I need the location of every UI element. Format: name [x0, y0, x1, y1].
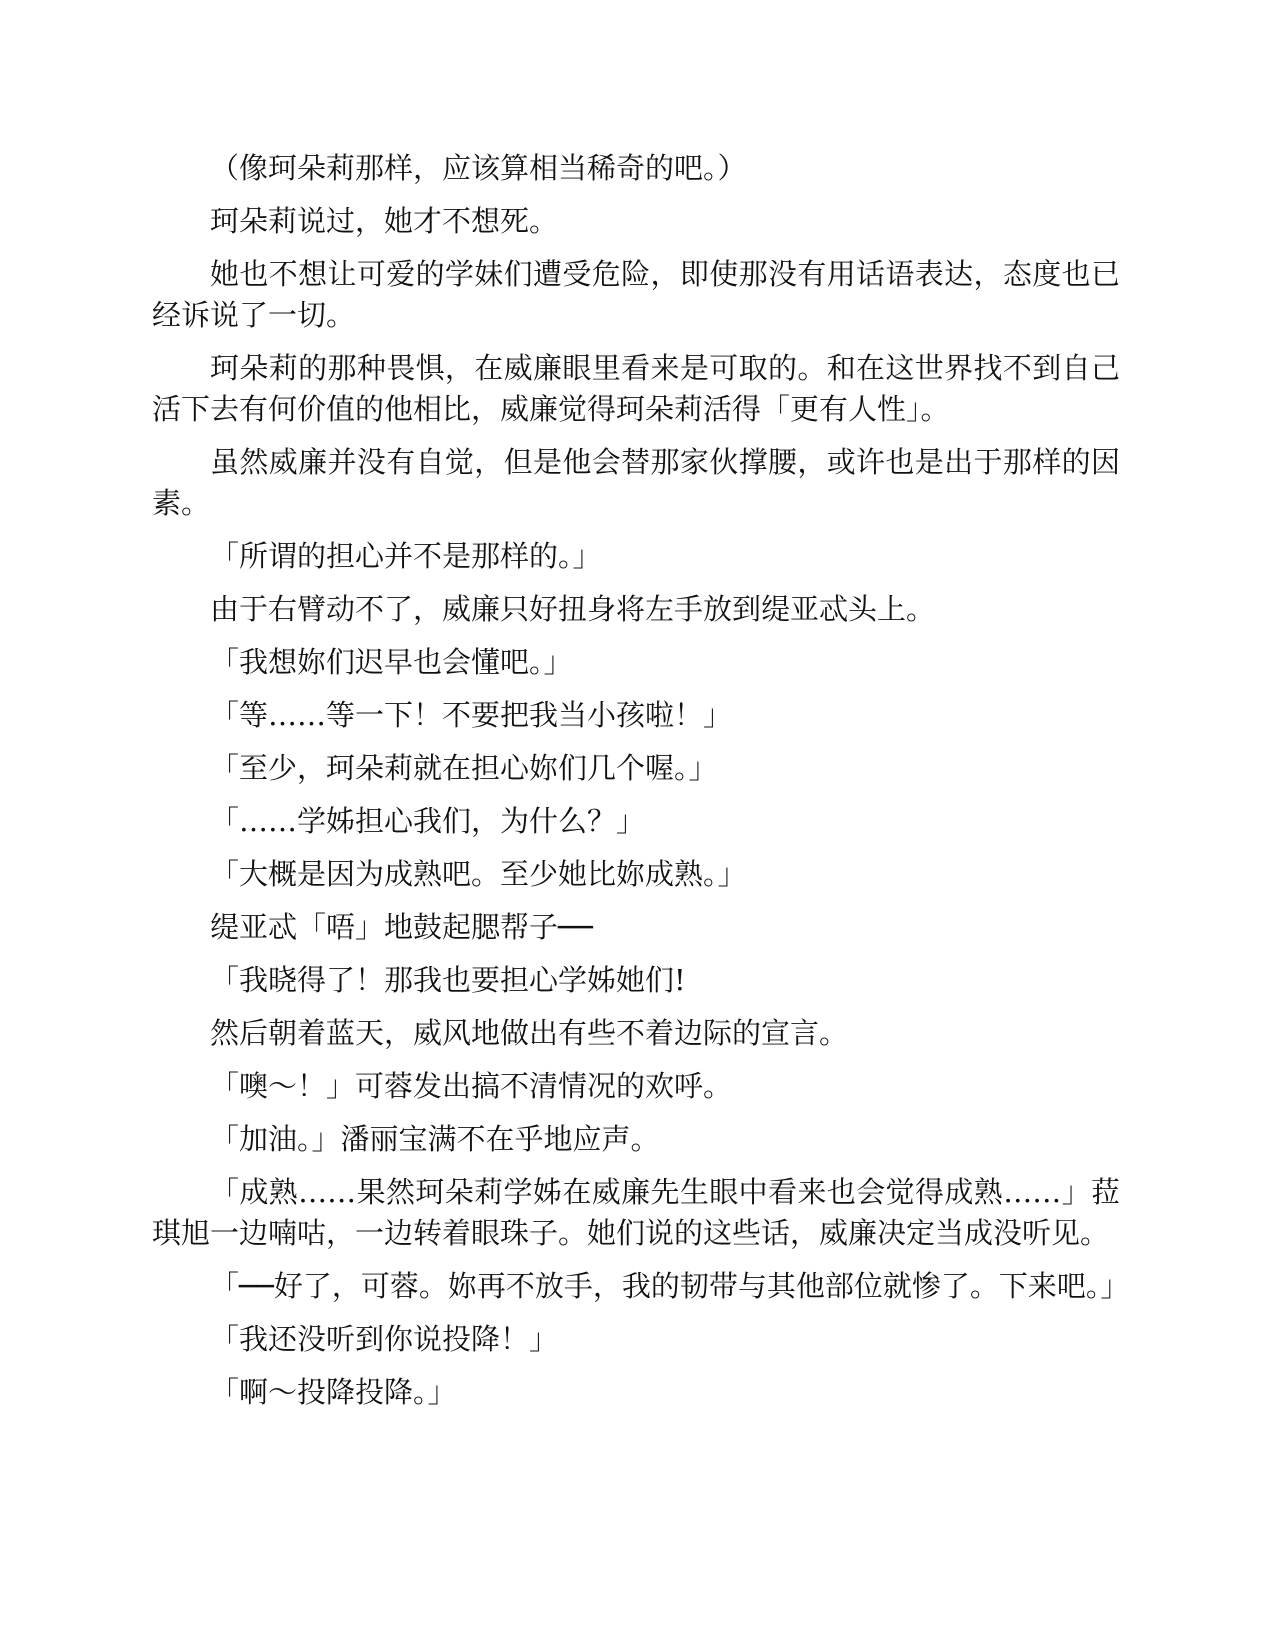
paragraph: 「等……等一下！不要把我当小孩啦！」 [210, 698, 733, 732]
paragraph: 「所谓的担心并不是那样的。」 [210, 539, 602, 573]
document-page [152, 148, 1130, 1425]
paragraph: 「成熟……果然珂朵莉学姊在威廉先生眼中看来也会觉得成熟……」菈琪旭一边喃咕，一边转着眼珠子。她们说的这些话，威廉决定当成没听见。 [152, 1175, 1120, 1250]
paragraph: 「……学姊担心我们，为什么？」 [210, 804, 646, 838]
paragraph: 「我晓得了！那我也要担心学姊她们! [210, 963, 686, 997]
paragraph: 「我还没听到你说投降！」 [210, 1322, 559, 1356]
paragraph: 缇亚忒「唔」地鼓起腮帮子── [210, 910, 593, 944]
paragraph: 「我想妳们迟早也会懂吧。」 [210, 645, 573, 679]
paragraph: 「啊～投降投降。」 [210, 1375, 457, 1409]
paragraph: 虽然威廉并没有自觉，但是他会替那家伙撑腰，或许也是出于那样的因素。 [152, 445, 1120, 520]
paragraph: （像珂朵莉那样，应该算相当稀奇的吧。） [210, 151, 747, 185]
paragraph: 「加油。」潘丽宝满不在乎地应声。 [210, 1122, 660, 1156]
paragraph: 「大概是因为成熟吧。至少她比妳成熟。」 [210, 857, 747, 891]
paragraph: 珂朵莉的那种畏惧，在威廉眼里看来是可取的。和在这世界找不到自己活下去有何价值的他相比，威廉觉得珂朵莉活得「更有人性」。 [152, 351, 1120, 426]
paragraph: 「噢～！」可蓉发出搞不清情况的欢呼。 [210, 1069, 733, 1103]
paragraph: 她也不想让可爱的学妹们遭受危险，即使那没有用话语表达，态度也已经诉说了一切。 [152, 257, 1120, 332]
paragraph: 「至少，珂朵莉就在担心妳们几个喔。」 [210, 751, 718, 785]
paragraph: 珂朵莉说过，她才不想死。 [210, 204, 559, 238]
paragraph: 然后朝着蓝天，威风地做出有些不着边际的宣言。 [210, 1016, 849, 1050]
paragraph: 由于右臂动不了，威廉只好扭身将左手放到缇亚忒头上。 [210, 592, 936, 626]
paragraph: 「──好了，可蓉。妳再不放手，我的韧带与其他部位就惨了。下来吧。」 [210, 1269, 1130, 1303]
